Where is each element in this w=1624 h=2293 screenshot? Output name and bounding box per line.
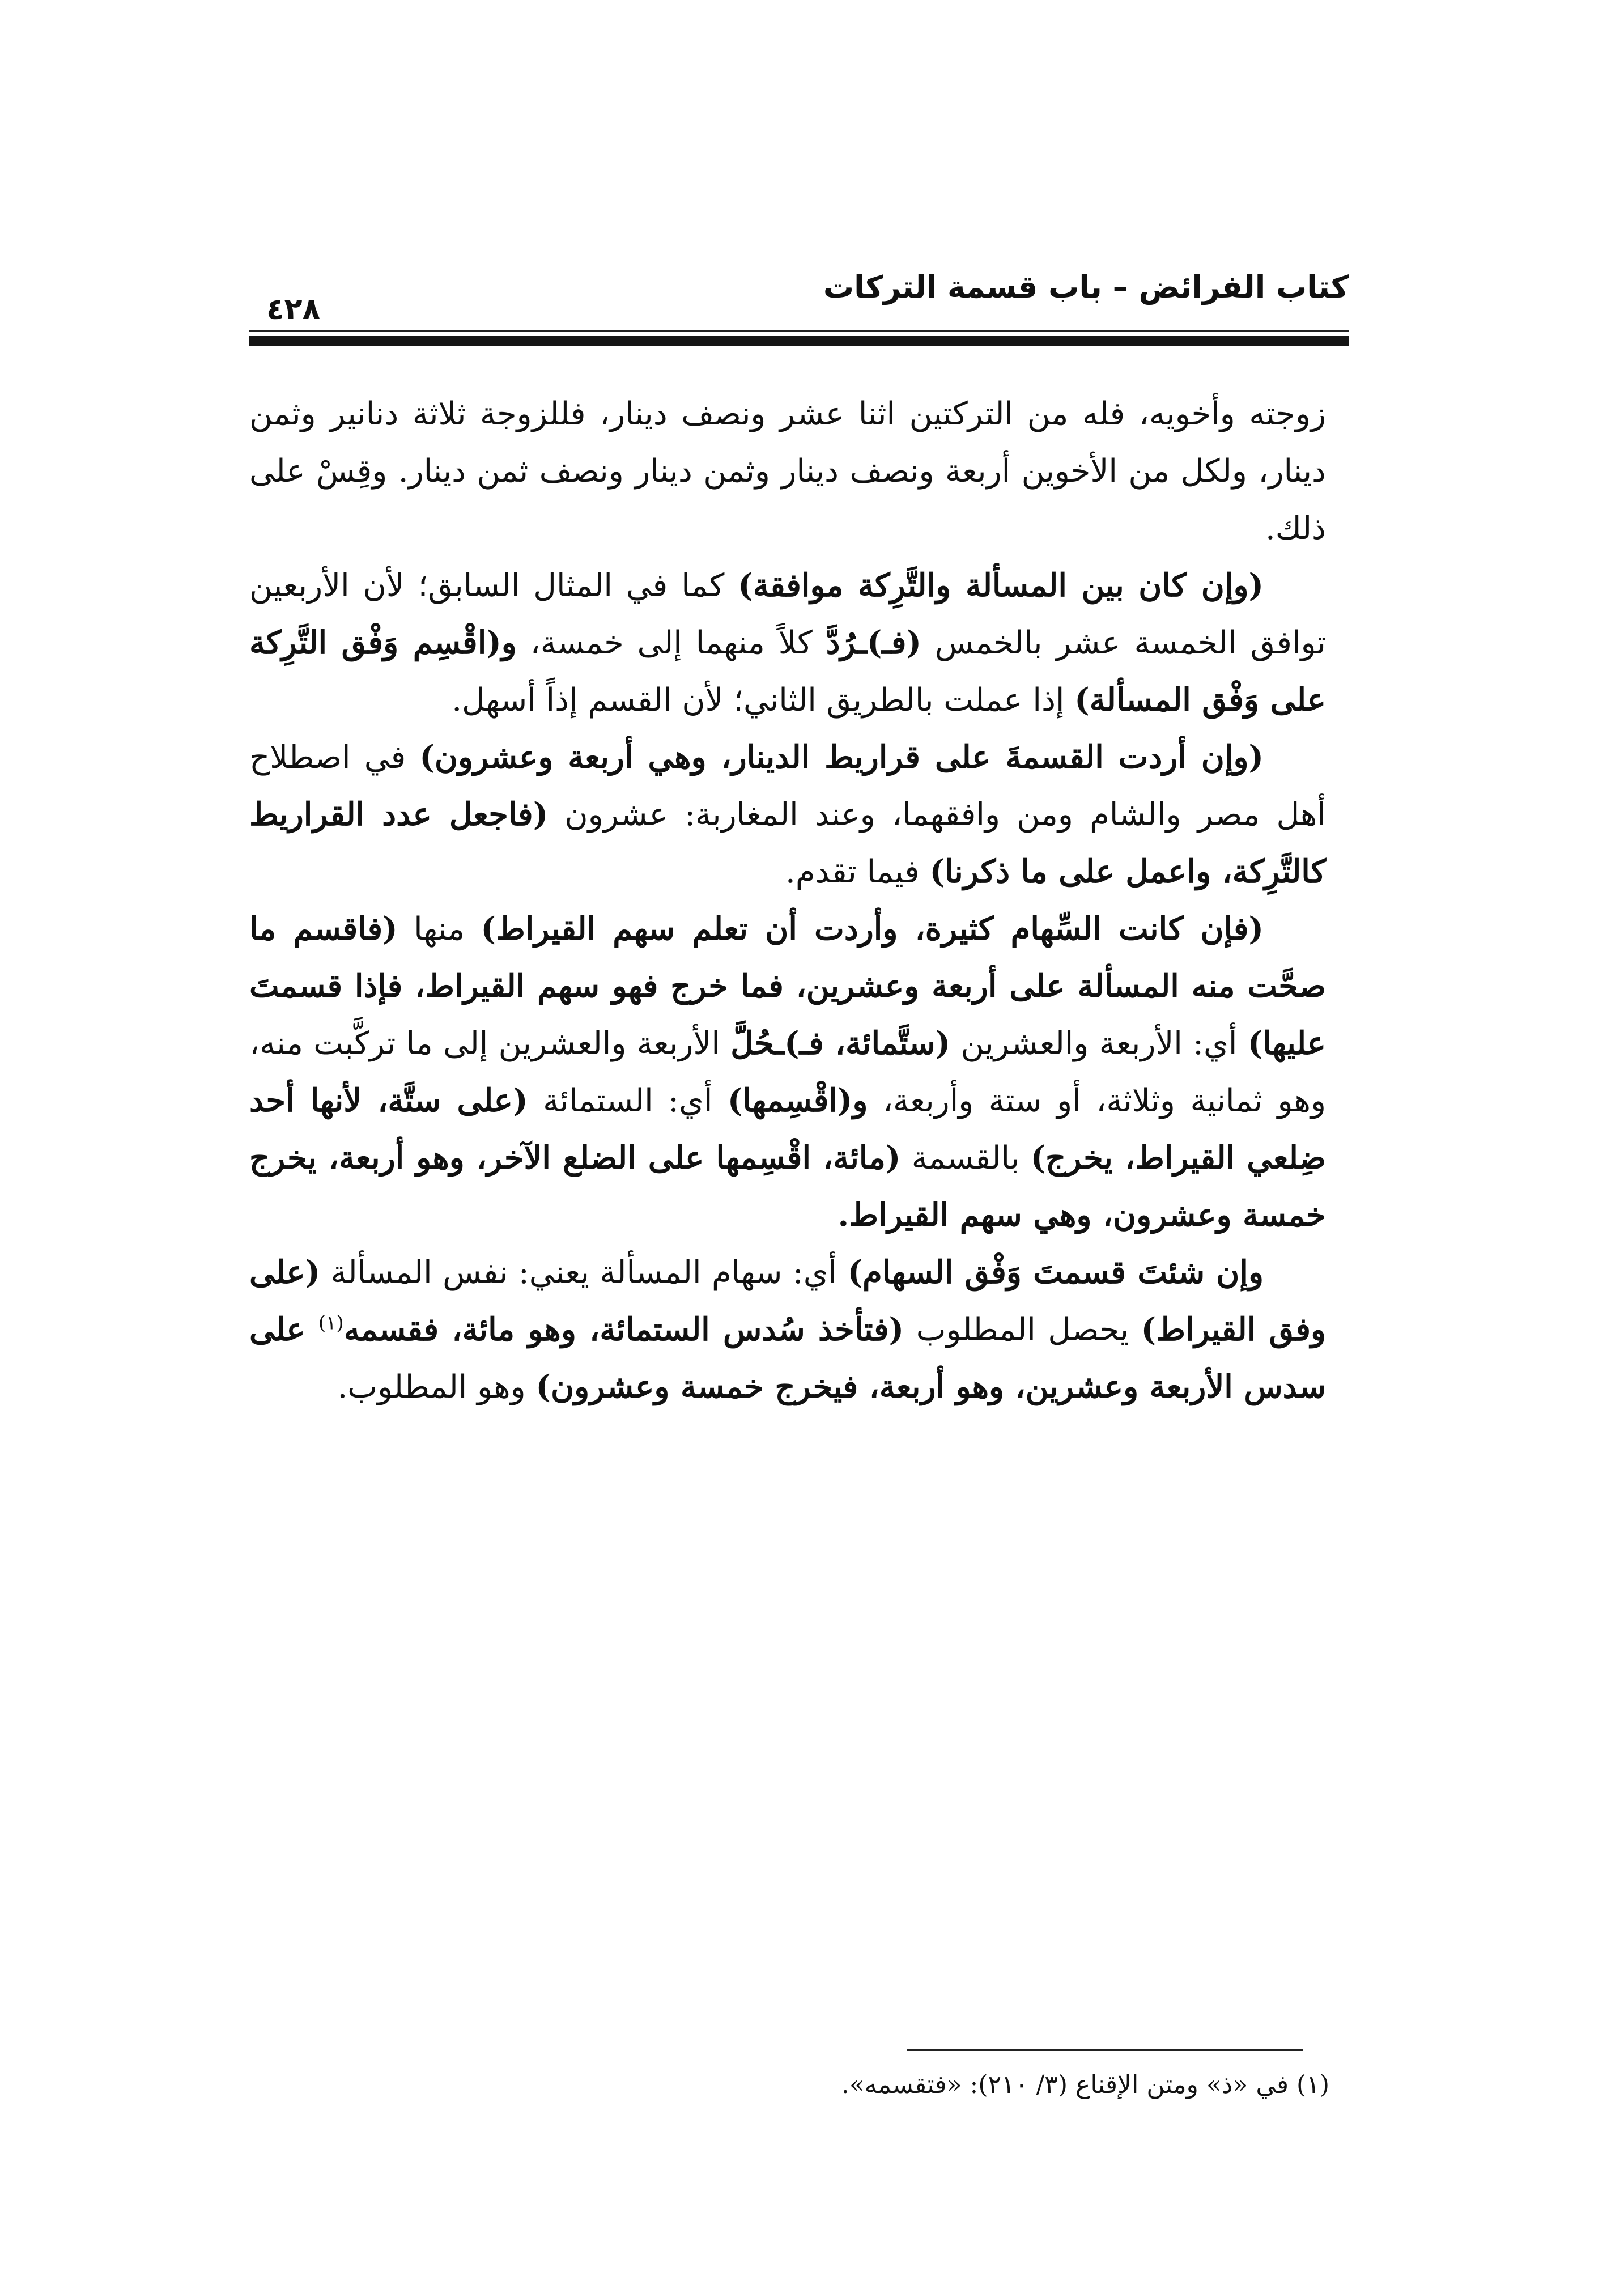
paragraph [249,901,1326,1244]
text-run: أي: الستمائة [528,1082,728,1119]
text-run: يحصل المطلوب [904,1311,1141,1348]
text-run: كما في المثال السابق؛ لأن الأربعين توافق الخمسة عشر بالخمس [249,567,1326,661]
paragraph [249,385,1326,557]
text-run: زوجته وأخويه، فله من التركتين اثنا عشر ونصف دينار، فللزوجة ثلاثة دنانير وثمن دينار، ولكل من الأخوين أربعة ونصف دينار وثمن دينار ونصف ثمن دينار. وقِسْ على ذلك. [249,396,1326,547]
page-number: ٤٢٨ [266,292,321,326]
bold-text-run: (فاقسم ما صحَّت منه المسألة على أربعة وعشرين، فما خرج فهو سهم القيراط، فإذا قسمتَ عليها) [249,910,1326,1062]
bold-text-run: (فتأخذ سُدس الستمائة، وهو مائة، فقسمه [343,1311,904,1348]
bold-text-run: و(اقْسِمها) [727,1082,868,1119]
bold-text-run: (فإن كانت السِّهام كثيرة، وأردت أن تعلم سهم القيراط) [481,910,1264,948]
bold-text-run: (ستَّمائة، فـ)ـحُلَّ [730,1025,951,1062]
bold-text-run: وإن شئتَ قسمتَ وَفْق السهام) [847,1254,1264,1291]
header-rule-thick [249,336,1349,346]
text-run: الأربعة والعشرين إلى ما تركَّبت منه، وهو ثمانية وثلاثة، أو ستة وأربعة، [249,1025,1327,1119]
text-run: بالقسمة [900,1140,1031,1177]
bold-text-run: و(اقْسِم وَفْق التَّرِكة على وَفْق المسألة) [249,624,1326,719]
main-text [249,385,1326,1416]
header-rule-thin [249,330,1349,332]
bold-text-run: (وإن كان بين المسألة والتَّرِكة موافقة) [738,567,1264,604]
paragraph [249,1244,1326,1416]
text-run: فيما تقدم. [785,853,930,890]
running-title: كتاب الفرائض – باب قسمة التركات [823,269,1349,305]
text-run: إذا عملت بالطريق الثاني؛ لأن القسم إذاً أسهل. [452,682,1075,719]
footnote: (١) في «ذ» ومتن الإقناع (٣/ ٢١٠): «فتقسمه». [841,2070,1329,2099]
paragraph [249,729,1326,901]
page-header [249,249,1349,374]
text-run: وهو المطلوب. [337,1369,536,1405]
bold-text-run: (وإن أردت القسمةَ على قراريط الدينار، وهي أربعة وعشرون) [419,738,1264,776]
footnote-reference: (١) [318,1311,344,1335]
text-run: في اصطلاح أهل مصر والشام ومن وافقهما، وعند المغاربة: عشرون [249,739,1326,833]
bold-text-run: على سدس الأربعة وعشرين، وهو أربعة، فيخرج خمسة وعشرون) [249,1311,1326,1405]
footnote-separator [907,2049,1303,2051]
bold-text-run: (فـ)ـرُدَّ [826,624,922,661]
text-run: كلاً منهما إلى خمسة، [516,625,826,661]
text-run: أي: الأربعة والعشرين [950,1025,1248,1062]
bold-text-run: (فاجعل عدد القراريط كالتَّرِكة، واعمل على ما ذكرنا) [249,796,1326,890]
bold-text-run: (على ستَّة، لأنها أحد ضِلعي القيراط، يخرج) [249,1082,1326,1177]
bold-text-run: (مائة، اقْسِمها على الضلع الآخر، وهو أربعة، يخرج خمسة وعشرون، وهي سهم القيراط. [249,1139,1326,1234]
text-run: منها [397,911,481,948]
paragraph [249,557,1326,729]
bold-text-run: (على وفق القيراط) [249,1254,1327,1348]
text-run: أي: سهام المسألة يعني: نفس المسألة [320,1254,848,1291]
